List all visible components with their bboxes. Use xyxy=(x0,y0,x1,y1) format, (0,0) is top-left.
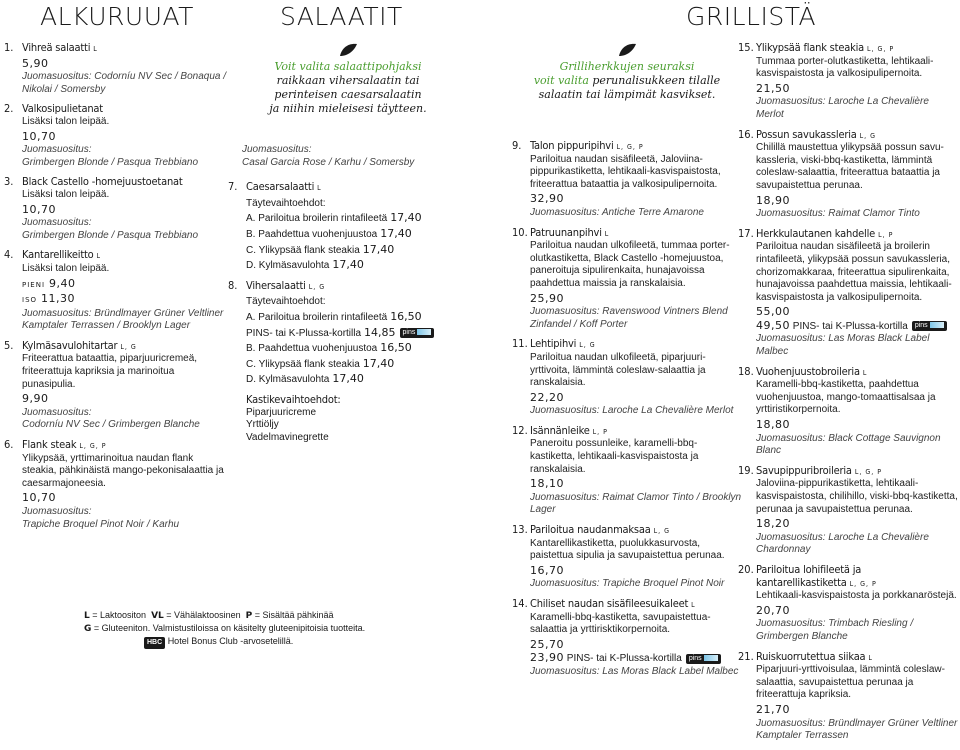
wine-text: Trapiche Broquel Pinot Noir / Karhu xyxy=(22,518,180,530)
item-number: 20. xyxy=(738,562,754,576)
fillings-label: Täytevaihtoehdot: xyxy=(246,197,326,209)
item-tags: L xyxy=(317,184,322,193)
legend-l-key: L xyxy=(84,611,90,621)
dressings-title: Kastikevaihtoehdot: xyxy=(246,392,341,406)
wine-text: Juomasuositus: Bründlmayer Grüner Veltliner Kamptaler Terrassen / Brooklyn Lager xyxy=(22,307,224,332)
item-name: Ruiskuorrutettua siikaa L xyxy=(756,649,873,663)
legend-l-text: = Laktoositon xyxy=(92,610,147,620)
price-value: 11,30 xyxy=(41,292,76,306)
salads-items xyxy=(228,181,468,387)
header-alkuruuat: ALKURUUAT xyxy=(40,2,194,31)
item-number: 7. xyxy=(228,180,238,194)
option-label: PINS- tai K-Plussa-kortilla xyxy=(246,327,362,339)
item-description: Lehtikaali-kasvispaistosta ja porkkanaröstejä. xyxy=(756,590,957,602)
legend-vl-key: VL xyxy=(151,611,164,621)
leaf-icon xyxy=(616,42,638,58)
option-label: C. Ylikypsää flank steakia xyxy=(246,244,360,256)
menu-item xyxy=(738,564,958,644)
option-price: 16,50 xyxy=(380,341,412,355)
item-tags: L, G, P xyxy=(854,467,882,476)
item-name: Vihersalaatti L, G xyxy=(246,278,326,292)
item-price: 18,90 xyxy=(756,193,790,207)
item-description: Lisäksi talon leipää. xyxy=(22,262,110,274)
item-description: Friteerattua bataattia, piparjuuricremeä, friteerattuja kapriksia ja marinoitua punasipulia. xyxy=(22,353,198,390)
item-tags: L, G, P xyxy=(616,143,644,151)
menu-item xyxy=(512,425,742,517)
item-number: 4. xyxy=(4,248,14,262)
item-number: 5. xyxy=(4,338,14,352)
pins-price: 23,90 xyxy=(530,651,564,665)
menu-item xyxy=(512,524,742,591)
filling-option xyxy=(246,311,468,325)
item-number: 18. xyxy=(738,364,754,378)
wine-label: Juomasuositus: xyxy=(22,406,92,418)
wine-text: Codorníu NV Sec / Grimbergen Blanche xyxy=(22,419,200,431)
pins-stripe xyxy=(704,655,718,661)
item-tags: L, G xyxy=(859,131,877,140)
filling-option xyxy=(246,342,468,356)
menu-item xyxy=(228,181,468,273)
item-tags: L, G xyxy=(308,282,326,291)
grill-intro xyxy=(512,42,742,102)
wine-text: Juomasuositus: Las Moras Black Label Malbec xyxy=(756,333,930,358)
item-tags: L xyxy=(93,45,98,53)
option-price: 16,50 xyxy=(390,309,422,323)
starters-column xyxy=(4,42,229,538)
menu-item xyxy=(4,249,229,333)
item-tags: L, G, P xyxy=(79,442,107,451)
item-tags: L, G xyxy=(120,342,137,351)
item-number: 13. xyxy=(512,523,528,537)
option-price: 17,40 xyxy=(362,356,395,370)
header-grillista: GRILLISTÄ xyxy=(686,2,817,31)
grill-column-a xyxy=(512,42,742,686)
item-number: 10. xyxy=(512,225,528,239)
option-price: 17,40 xyxy=(390,211,422,225)
item-description: Chilillä maustettua ylikypsää possun savu-kassleria, viski-bbq-kastiketta, lämmintä coleslaw-salaattia, friteerattua bataattia ja savupaistettua perunaa. xyxy=(756,142,944,191)
size-label: ISO xyxy=(22,296,38,305)
item-price: 18,20 xyxy=(756,517,790,531)
menu-item xyxy=(4,439,229,531)
item-name: Flank steak L, G, P xyxy=(22,438,107,452)
salads-intro-line4: ja niihin mieleisesi täytteen. xyxy=(269,102,427,115)
item-price: 5,90 xyxy=(22,56,49,70)
item-price: 18,10 xyxy=(530,477,564,491)
item-number: 1. xyxy=(4,41,14,54)
item-number: 12. xyxy=(512,423,528,437)
item-name: Valkosipulietanat xyxy=(22,102,103,116)
item-number: 9. xyxy=(512,139,522,152)
pins-logo: pins xyxy=(686,654,721,664)
wine-text: Juomasuositus: Las Moras Black Label Malbec xyxy=(530,665,739,677)
dressing-option: Vadelmavinegrette xyxy=(246,431,329,443)
option-price: 17,40 xyxy=(332,258,364,272)
option-label: D. Kylmäsavulohta xyxy=(246,260,330,272)
item-description: Kantarellikastiketta, puolukkasurvosta, paistettua sipulia ja savupaistettua perunaa. xyxy=(530,537,725,562)
item-tags: L, P xyxy=(878,230,894,239)
menu-item xyxy=(512,140,742,220)
menu-item xyxy=(738,129,958,221)
item-name: Lehtipihvi L, G xyxy=(530,337,596,351)
wine-text: Juomasuositus: Bründlmayer Grüner Veltliner Kamptaler Terrassen xyxy=(756,717,958,742)
wine-text: Juomasuositus: Antiche Terre Amarone xyxy=(530,206,704,218)
item-name: Patruunanpihvi L xyxy=(530,225,610,239)
item-name: Pariloitua lohifileetä ja kantarellikastiketta L, G, P xyxy=(756,562,877,589)
item-name: Isännänleike L, P xyxy=(530,423,608,437)
item-number: 21. xyxy=(738,649,754,663)
item-price: 10,70 xyxy=(22,491,56,505)
item-name: Kantarellikeitto L xyxy=(22,248,102,262)
price-value: 9,40 xyxy=(49,276,76,290)
legend-p-key: P xyxy=(245,611,253,621)
legend-hbc-text: Hotel Bonus Club -arvosetelillä. xyxy=(167,636,294,646)
item-number: 17. xyxy=(738,226,754,240)
legend-g-text: = Gluteeniton. Valmistustiloissa on käsitelty gluteenipitoisia tuotteita. xyxy=(93,623,366,633)
item-name: Kylmäsavulohitartar L, G xyxy=(22,338,137,352)
item-description: Piparjuuri-yrttivoisulaa, lämmintä coleslaw-salaattia, savupaistettua perunaa ja friteerattuja kapriksia. xyxy=(756,664,945,701)
item-name: Vihreä salaatti L xyxy=(22,41,98,54)
salads-intro-line3: perinteisen caesarsalaatin xyxy=(274,88,422,101)
item-tags: L, G xyxy=(579,341,596,350)
filling-option xyxy=(246,228,468,242)
item-number: 2. xyxy=(4,102,14,116)
item-price: 20,70 xyxy=(756,603,790,617)
item-description: Pariloitua naudan sisäfileetä, Jaloviina-pippurikastiketta, lehtikaali-kasvispaistosta, friteerattua bataattia ja valkosipulipernoita. xyxy=(530,153,721,190)
pins-price: 49,50 xyxy=(756,318,790,332)
pins-logo: pins xyxy=(912,321,947,331)
legend-line2 xyxy=(84,622,384,635)
item-tags: L, G xyxy=(653,527,671,536)
pins-price-row xyxy=(756,320,958,334)
filling-option xyxy=(246,212,468,226)
grill-column-b xyxy=(738,42,958,750)
legend-vl-text: = Vähälaktoosinen xyxy=(166,610,241,620)
grill-intro-line2-b: perunalisukkeen tilalle xyxy=(592,74,721,87)
wine-text: Juomasuositus: Laroche La Chevalière Merlot xyxy=(756,96,929,120)
wine-text: Grimbergen Blonde / Pasqua Trebbiano xyxy=(22,156,199,168)
pins-text: PINS- tai K-Plussa-kortilla xyxy=(792,320,908,332)
item-number: 19. xyxy=(738,463,754,477)
item-price: 9,90 xyxy=(22,392,49,406)
item-price: 55,00 xyxy=(756,305,790,319)
menu-item xyxy=(738,651,958,743)
item-price: 25,70 xyxy=(530,637,564,651)
wine-label: Juomasuositus: xyxy=(22,144,92,156)
wine-label: Juomasuositus: xyxy=(22,506,92,517)
menu-item xyxy=(512,227,742,332)
menu-item xyxy=(738,366,958,458)
menu-item xyxy=(738,228,958,359)
salads-intro xyxy=(228,42,468,116)
item-tags: L, P xyxy=(592,427,608,436)
salads-intro-line2: raikkaan vihersalaatin tai xyxy=(276,74,420,87)
wine-label: Juomasuositus: xyxy=(242,144,312,155)
option-label: D. Kylmäsavulohta xyxy=(246,374,330,386)
item-price: 25,90 xyxy=(530,291,564,305)
option-price: 14,85 xyxy=(364,325,396,339)
wine-text: Casal Garcia Rose / Karhu / Somersby xyxy=(242,156,415,168)
item-number: 14. xyxy=(512,597,528,610)
item-price: 32,90 xyxy=(530,192,564,206)
menu-item xyxy=(4,176,229,242)
dressings-block xyxy=(228,394,468,444)
option-price: 17,40 xyxy=(332,372,364,386)
item-name: Black Castello -homejuustoetanat xyxy=(22,175,183,189)
item-description: Ylikypsää, yrttimarinoitua naudan flank steakia, pähkinäistä mango-pekonisalaattia ja caesarmajoneesia. xyxy=(22,452,224,489)
option-label: A. Pariloitua broilerin rintafileetä xyxy=(246,213,388,225)
grill-items-b xyxy=(738,42,958,743)
item-description: Lisäksi talon leipää. xyxy=(22,188,110,200)
wine-text: Juomasuositus: Black Cottage Sauvignon Blanc xyxy=(756,432,941,457)
legend-line3 xyxy=(84,635,384,649)
item-name: Chiliset naudan sisäfileesuikaleet L xyxy=(530,597,696,610)
item-description: Tummaa porter-olutkastiketta, lehtikaali-kasvispaistosta ja valkosipulipernoita. xyxy=(756,55,934,80)
pins-stripe xyxy=(417,329,431,335)
leaf-icon xyxy=(337,42,359,58)
wine-text: Juomasuositus: Ravenswood Vintners Blend Zinfandel / Koff Porter xyxy=(530,306,728,330)
item-number: 3. xyxy=(4,175,14,189)
dressings-list xyxy=(246,407,468,445)
menu-item xyxy=(512,598,742,679)
option-label: C. Ylikypsää flank steakia xyxy=(246,358,360,370)
menu-item xyxy=(512,338,742,418)
grill-items-a xyxy=(512,140,742,679)
menu-item xyxy=(4,42,229,96)
filling-option xyxy=(246,358,468,372)
item-tags: L xyxy=(862,368,868,377)
filling-option xyxy=(246,244,468,258)
grill-intro-line2-a: voit valita xyxy=(533,74,589,87)
item-number: 16. xyxy=(738,127,754,141)
item-price: 10,70 xyxy=(22,129,56,143)
filling-option xyxy=(246,259,468,273)
legend-p-text: = Sisältää pähkinää xyxy=(254,610,334,620)
wine-text: Juomasuositus: Laroche La Chevalière Chardonnay xyxy=(756,531,929,556)
item-number: 15. xyxy=(738,41,754,54)
item-price: 21,50 xyxy=(756,81,790,95)
header-salaatit: SALAATIT xyxy=(280,2,403,31)
item-description: Karamelli-bbq-kastiketta, paahdettua vuohenjuustoa, mango-tomaattisalsaa ja yrttiristikorpernoita. xyxy=(756,379,936,416)
item-price-small xyxy=(22,278,229,292)
item-tags: L xyxy=(96,252,102,261)
wine-text: Juomasuositus: Raimat Clamor Tinto xyxy=(756,208,920,220)
item-name: Herkkulautanen kahdelle L, P xyxy=(756,226,894,240)
wine-text: Juomasuositus: Trimbach Riesling / Grimbergen Blanche xyxy=(756,618,914,642)
item-price: 22,20 xyxy=(530,390,564,404)
option-price: 17,40 xyxy=(362,242,395,256)
item-description: Pariloitua naudan ulkofileetä, tummaa porter-olutkastiketta, Black Castello -homejuustoa, paneroituja sipulirenkaita, hunajavoissa paahdettua maissia ja ranskalaisia. xyxy=(530,240,730,289)
item-description: Jaloviina-pippurikastiketta, lehtikaali-kasvispaistosta, chilihillo, viski-bbq-kastiketta, perunaa ja savupaistettua perunaa. xyxy=(756,478,958,515)
pins-stripe xyxy=(930,322,944,328)
item-name: Ylikypsää flank steakia L, G, P xyxy=(756,41,895,54)
menu-item xyxy=(228,280,468,387)
menu-item xyxy=(738,465,958,557)
wine-text: Juomasuositus: Codorníu NV Sec / Bonaqua / Nikolai / Somersby xyxy=(22,71,227,95)
salads-wine xyxy=(242,144,468,169)
wine-text: Juomasuositus: Trapiche Broquel Pinot Noir xyxy=(530,578,725,590)
item-number: 11. xyxy=(512,337,528,351)
menu-item xyxy=(738,42,958,122)
item-number: 8. xyxy=(228,278,238,292)
item-tags: L xyxy=(868,653,873,662)
grill-intro-line2 xyxy=(512,74,742,88)
item-name: Talon pippuripihvi L, G, P xyxy=(530,139,644,152)
salads-intro-line1: Voit valita salaattipohjaksi xyxy=(274,60,422,73)
item-price: 10,70 xyxy=(22,202,56,216)
item-tags: L xyxy=(691,601,696,609)
item-name: Possun savukassleria L, G xyxy=(756,127,877,141)
item-description: Karamelli-bbq-kastiketta, savupaistettua-salaattia ja yrttirisktikorpernoita. xyxy=(530,611,711,636)
wine-text: Juomasuositus: Raimat Clamor Tinto / Brooklyn Lager xyxy=(530,491,742,516)
size-label: PIENI xyxy=(22,280,46,289)
item-description: Pariloitua naudan ulkofileetä, piparjuuri-yrttivoita, lämmintä coleslaw-salaattia ja ranskalaisia. xyxy=(530,351,706,389)
fillings-label: Täytevaihtoehdot: xyxy=(246,296,326,308)
option-label: B. Paahdettua vuohenjuustoa xyxy=(246,228,378,240)
item-name: Vuohenjuustobroileria L xyxy=(756,364,868,378)
hbc-badge: HBC xyxy=(144,637,165,649)
item-description: Paneroitu possunleike, karamelli-bbq-kastiketta, lehtikaali-kasvispaistosta ja ranskalaisia. xyxy=(530,438,699,475)
wine-text: Grimbergen Blonde / Pasqua Trebbiano xyxy=(22,229,199,241)
menu-item xyxy=(4,103,229,169)
pins-logo: pins xyxy=(400,328,435,338)
legend-line1 xyxy=(84,609,384,622)
item-description: Lisäksi talon leipää. xyxy=(22,115,110,127)
dressing-option: Piparjuuricreme xyxy=(246,406,317,418)
option-label: B. Paahdettua vuohenjuustoa xyxy=(246,343,378,355)
item-price-large xyxy=(22,293,229,307)
legend xyxy=(84,609,384,649)
salads-column xyxy=(228,42,468,444)
wine-text: Juomasuositus: Laroche La Chevalière Merlot xyxy=(530,405,734,417)
item-description: Pariloitua naudan sisäfileetä ja broilerin rintafileetä, ylikypsää possun savukassleria, chorizomakkaraa, friteerattua sipulirenkaita, hunajavoissa paahdettua maissia, lehtikaali-kasvispaistosta ja valkosipulipernoita. xyxy=(756,241,952,303)
filling-option xyxy=(246,327,468,341)
item-number: 6. xyxy=(4,438,14,452)
wine-label: Juomasuositus: xyxy=(22,217,92,229)
grill-intro-line3: salaatin tai lämpimät kasvikset. xyxy=(538,88,716,101)
item-price: 18,80 xyxy=(756,418,790,432)
item-name: Caesarsalaatti L xyxy=(246,180,322,194)
pins-text: PINS- tai K-Plussa-kortilla xyxy=(566,653,682,665)
pins-price-row xyxy=(530,652,742,666)
item-name: Pariloitua naudanmaksaa L, G xyxy=(530,523,671,537)
item-tags: L xyxy=(604,229,610,238)
option-label: A. Pariloitua broilerin rintafileetä xyxy=(246,311,388,323)
item-tags: L, G, P xyxy=(849,579,877,588)
item-name: Savupippuribroileria L, G, P xyxy=(756,463,882,477)
option-price: 17,40 xyxy=(380,226,412,240)
item-price: 21,70 xyxy=(756,702,790,716)
dressing-option: Yrttiöljy xyxy=(246,419,279,431)
filling-option xyxy=(246,373,468,387)
item-tags: L, G, P xyxy=(867,45,895,53)
legend-g-key: G xyxy=(84,624,92,634)
grill-intro-line1: Grilliherkkujen seuraksi xyxy=(559,60,695,73)
item-price: 16,70 xyxy=(530,563,564,577)
menu-item xyxy=(4,340,229,432)
